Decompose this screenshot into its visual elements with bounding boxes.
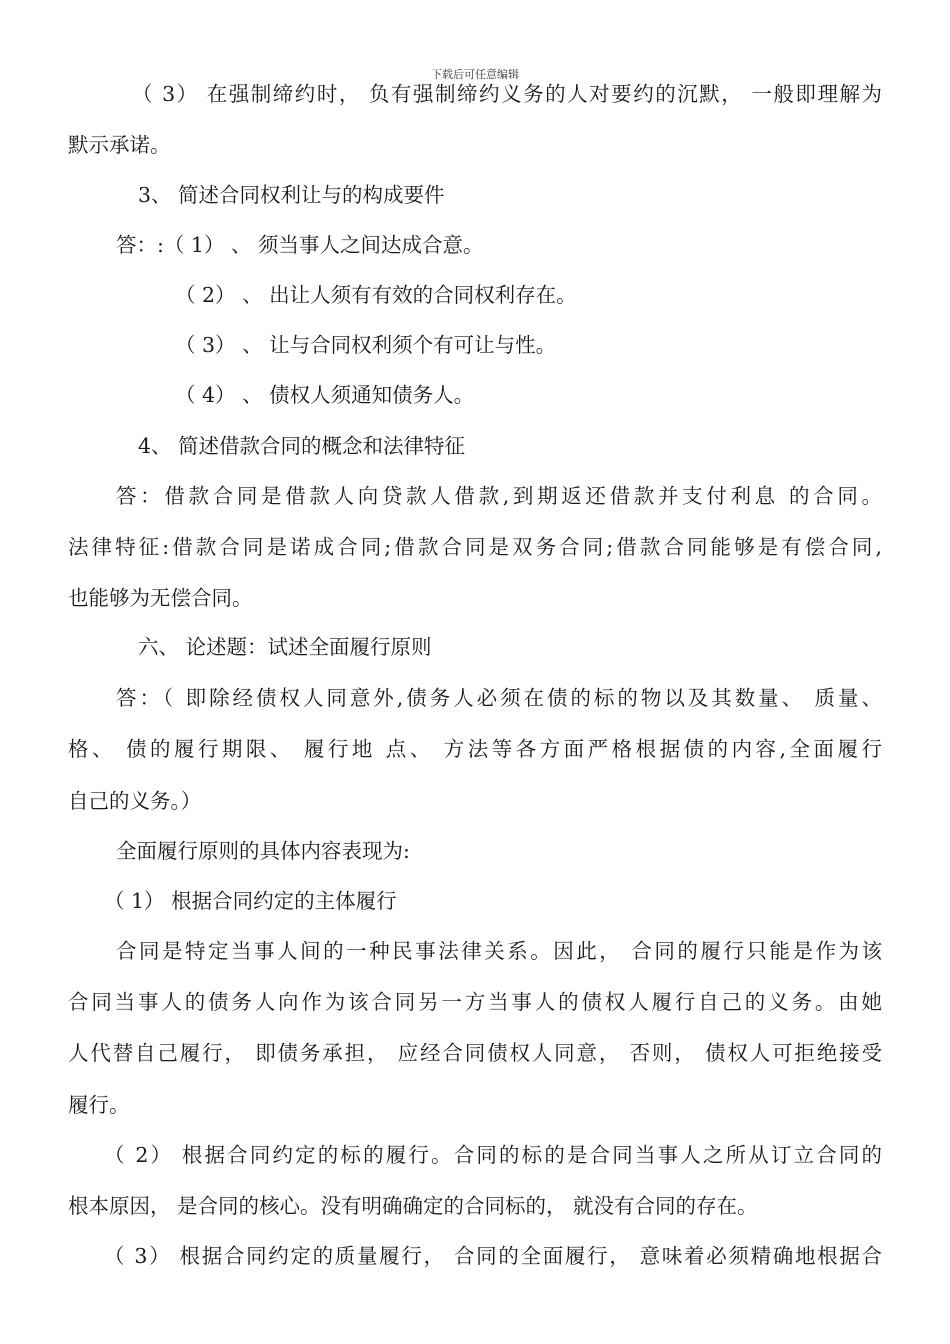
text-line: 合同是特定当事人间的一种民事法律关系。因此， 合同的履行只能是作为该 [116,939,882,963]
page-header: 下载后可任意编辑 [431,68,519,81]
text-line: （ 3） 根据合同约定的质量履行， 合同的全面履行， 意味着必须精确地根据合 [104,1244,882,1268]
text-line: （ 3） 在强制缔约时， 负有强制缔约义务的人对要约的沉默， 一般即理解为 [132,82,882,106]
text-line: （ 2） 根据合同约定的标的履行。合同的标的是合同当事人之所从订立合同的 [104,1143,882,1167]
text-line: （ 3） 、 让与合同权利须个有可让与性。 [175,333,557,357]
text-line: 全面履行原则的具体内容表现为: [116,839,410,863]
text-line: 格、 债的履行期限、 履行地 点、 方法等各方面严格根据债的内容,全面履行 [68,737,882,761]
text-line: 默示承诺。 [68,133,171,157]
text-line: 人代替自己履行， 即债务承担， 应经合同债权人同意， 否则， 债权人可拒绝接受 [68,1041,882,1065]
section-heading: 4、 简述借款合同的概念和法律特征 [138,434,466,458]
text-line: 答：:（ 1） 、 须当事人之间达成合意。 [116,233,484,257]
text-line: （ 1） 根据合同约定的主体履行 [104,889,397,913]
text-line: 自己的义务。） [68,789,202,813]
text-line: 也能够为无偿合同。 [68,586,253,610]
text-line: 履行。 [68,1093,130,1117]
text-line: （ 4） 、 债权人须通知债务人。 [175,383,475,407]
text-line: 合同当事人的债务人向作为该合同另一方当事人的债权人履行自己的义务。由她 [68,990,882,1014]
text-line: 答：（ 即除经债权人同意外,债务人必须在债的标的物以及其数量、 质量、 [116,686,882,710]
text-line: 答：借款合同是借款人向贷款人借款,到期返还借款并支付利息 的合同。 [116,484,882,508]
section-heading: 3、 简述合同权利让与的构成要件 [138,183,445,207]
text-line: （ 2） 、 出让人须有有效的合同权利存在。 [175,283,577,307]
text-line: 法律特征:借款合同是诺成合同;借款合同是双务合同;借款合同能够是有偿合同, [68,535,882,559]
text-line: 根本原因， 是合同的核心。没有明确确定的合同标的， 就没有合同的存在。 [68,1194,758,1218]
section-heading: 六、 论述题：试述全面履行原则 [138,635,432,659]
